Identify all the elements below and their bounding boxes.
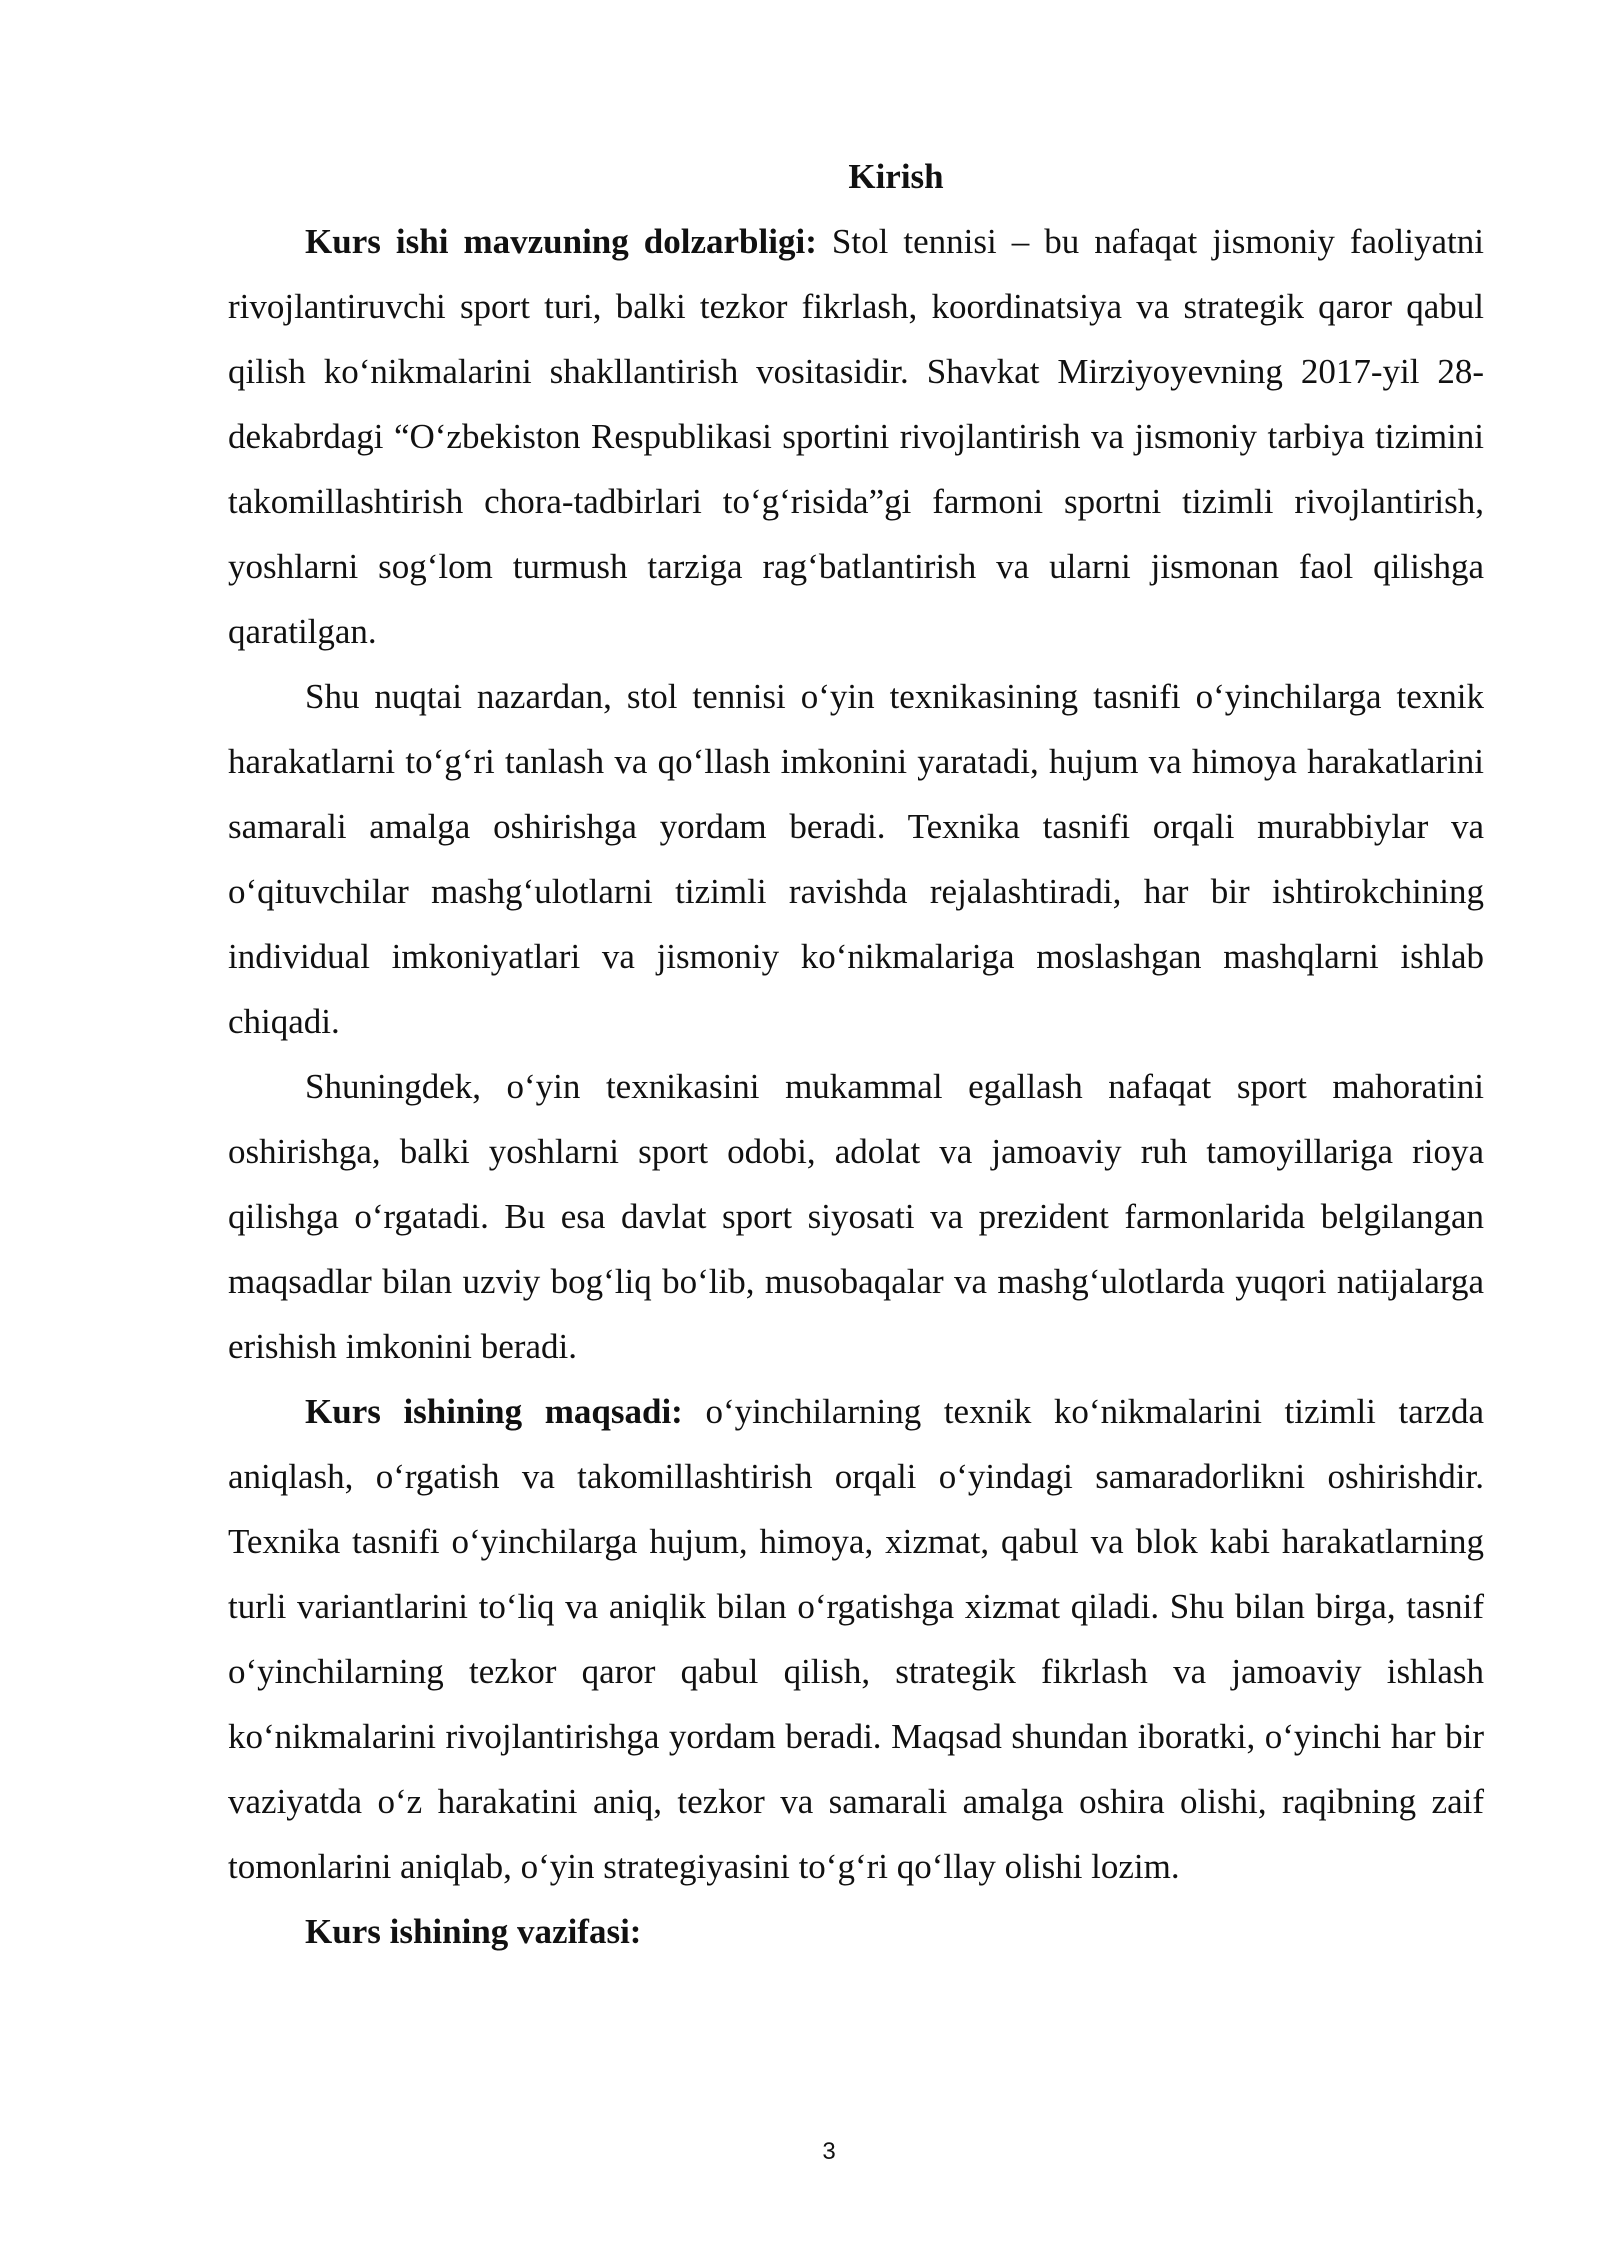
page-content <box>228 144 1484 1964</box>
paragraph-text: Stol tennisi – bu nafaqat jismoniy faoliyatni rivojlantiruvchi sport turi, balki tezkor fikrlash, koordinatsiya va strategik qaror qabul qilish ko‘nikmalarini shakllantirish vositasidir. Shavkat Mirziyoyevning 2017-yil 28-dekabrdagi “O‘zbekiston Respublikasi sportini rivojlantirish va jismoniy tarbiya tizimini takomillashtirish chora-tadbirlari to‘g‘risida”gi farmoni sportni tizimli rivojlantirish, yoshlarni sog‘lom turmush tarziga rag‘batlantirish va ularni jismonan faol qilishga qaratilgan. <box>228 222 1484 651</box>
paragraph-lead: Kurs ishining vazifasi: <box>305 1912 642 1951</box>
paragraph-classification <box>228 664 1484 1054</box>
paragraph-mastery <box>228 1054 1484 1379</box>
paragraph-lead: Kurs ishining maqsadi: <box>305 1392 683 1431</box>
section-title: Kirish <box>848 157 944 196</box>
page-number: 3 <box>822 2138 836 2165</box>
paragraph-relevance <box>228 209 1484 664</box>
paragraph-tasks <box>228 1899 1484 1964</box>
paragraph-lead: Kurs ishi mavzuning dolzarbligi: <box>305 222 817 261</box>
paragraph-text: Shuningdek, o‘yin texnikasini mukammal egallash nafaqat sport mahoratini oshirishga, balki yoshlarni sport odobi, adolat va jamoaviy ruh tamoyillariga rioya qilishga o‘rgatadi. Bu esa davlat sport siyosati va prezident farmonlarida belgilangan maqsadlar bilan uzviy bog‘liq bo‘lib, musobaqalar va mashg‘ulotlarda yuqori natijalarga erishish imkonini beradi. <box>228 1067 1484 1366</box>
paragraph-text: Shu nuqtai nazardan, stol tennisi o‘yin texnikasining tasnifi o‘yinchilarga texnik harakatlarni to‘g‘ri tanlash va qo‘llash imkonini yaratadi, hujum va himoya harakatlarini samarali amalga oshirishga yordam beradi. Texnika tasnifi orqali murabbiylar va o‘qituvchilar mashg‘ulotlarni tizimli ravishda rejalashtiradi, har bir ishtirokchining individual imkoniyatlari va jismoniy ko‘nikmalariga moslashgan mashqlarni ishlab chiqadi. <box>228 677 1484 1041</box>
paragraph-text: o‘yinchilarning texnik ko‘nikmalarini tizimli tarzda aniqlash, o‘rgatish va takomillashtirish orqali o‘yindagi samaradorlikni oshirishdir. Texnika tasnifi o‘yinchilarga hujum, himoya, xizmat, qabul va blok kabi harakatlarning turli variantlarini to‘liq va aniqlik bilan o‘rgatishga xizmat qiladi. Shu bilan birga, tasnif o‘yinchilarning tezkor qaror qabul qilish, strategik fikrlash va jamoaviy ishlash ko‘nikmalarini rivojlantirishga yordam beradi. Maqsad shundan iboratki, o‘yinchi har bir vaziyatda o‘z harakatini aniq, tezkor va samarali amalga oshira olishi, raqibning zaif tomonlarini aniqlab, o‘yin strategiyasini to‘g‘ri qo‘llay olishi lozim. <box>228 1392 1485 1886</box>
paragraph-goal <box>228 1379 1484 1899</box>
